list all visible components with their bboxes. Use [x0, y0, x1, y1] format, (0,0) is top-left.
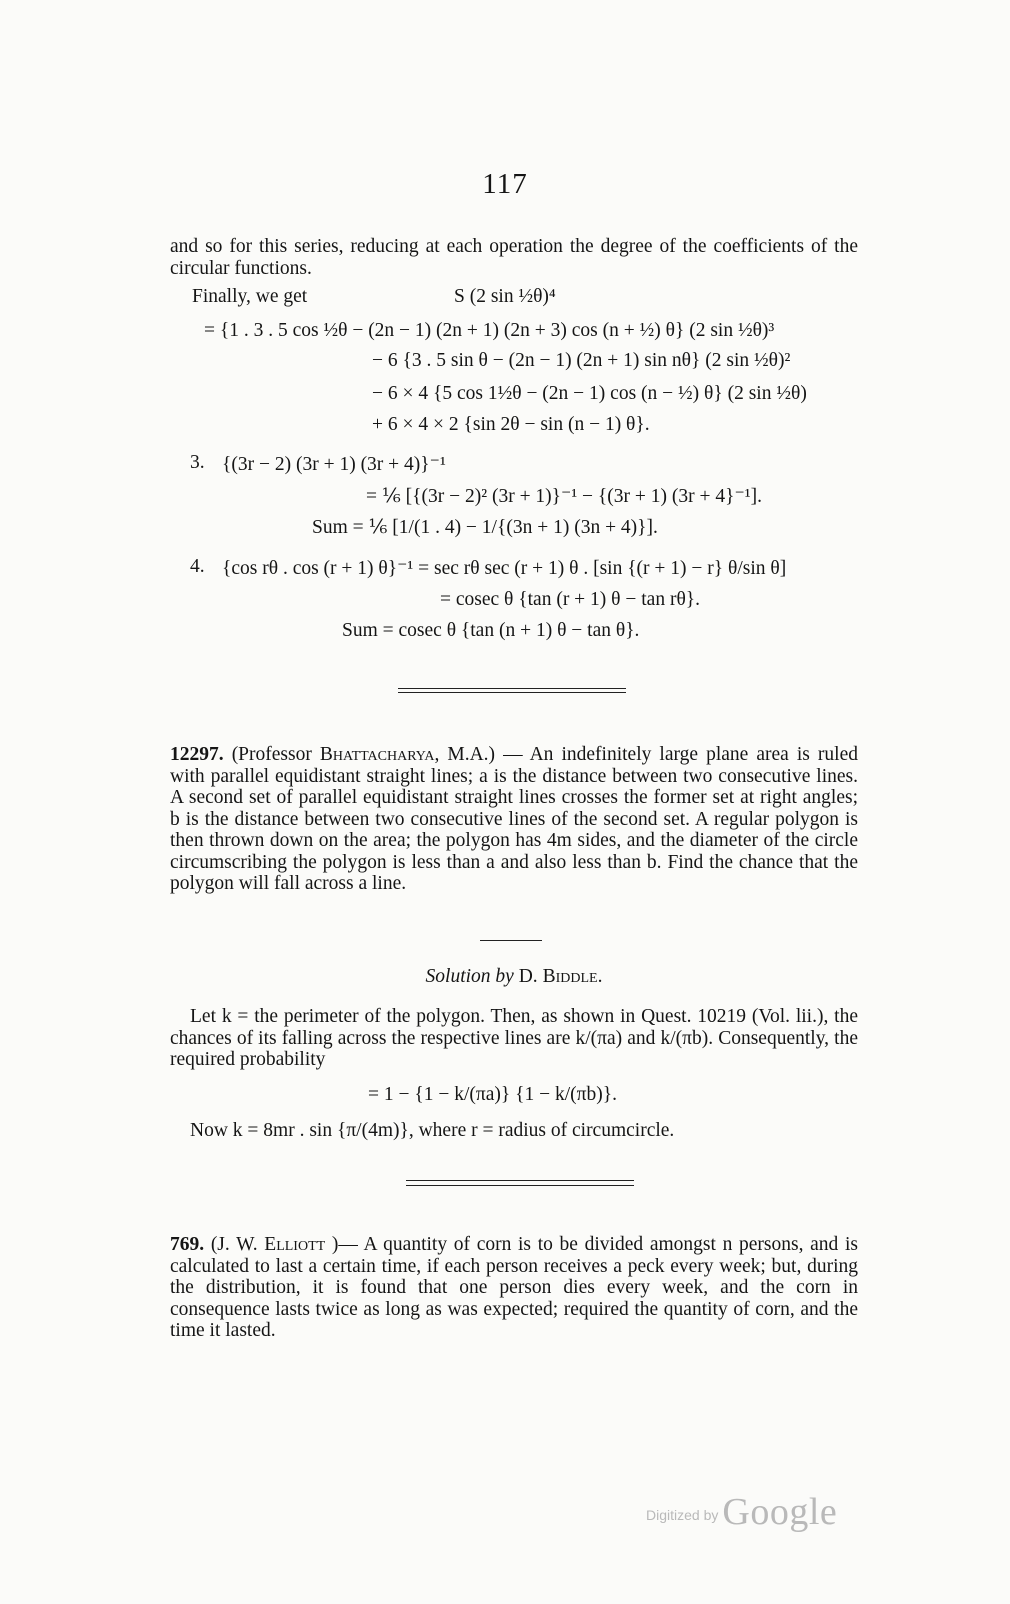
item-3-expression: {(3r − 2) (3r + 1) (3r + 4)}⁻¹: [222, 454, 446, 475]
equation-line-2: − 6 {3 . 5 sin θ − (2n − 1) (2n + 1) sin nθ} (2 sin ½θ)²: [372, 350, 791, 371]
section-divider-bottom-second: [406, 1185, 634, 1186]
solution-heading-italic: Solution by: [425, 966, 514, 987]
item-4-sum-value: = cosec θ {tan (n + 1) θ − tan θ}.: [382, 620, 640, 641]
section-divider-top: [398, 688, 626, 689]
finally-expression: S (2 sin ½θ)⁴: [454, 286, 556, 307]
item-3-sum: [312, 515, 658, 539]
item-4-number: 4.: [190, 556, 205, 577]
section-divider-bottom: [406, 1180, 634, 1181]
solution-paragraph: Let k = the perimeter of the polygon. Then, as shown in Quest. 10219 (Vol. lii.), the chances of its falling across the respective lines are k/(πa) and k/(πb). Consequently, the required probability: [170, 1006, 858, 1070]
solution-author-initial: D.: [518, 966, 538, 987]
solution-author: Biddle: [542, 966, 598, 987]
item-3-sum-value: = ⅙ [1/(1 . 4) − 1/{(3n + 1) (3n + 4)}].: [352, 517, 658, 538]
solution-equation: = 1 − {1 − k/(πa)} {1 − k/(πb)}.: [368, 1084, 617, 1105]
problem-769-text: A quantity of corn is to be divided amongst n persons, and is calculated to last a certain time, if each person receives a peck every week; but, during the distribution, it is found that one person dies every week, and the corn in consequence lasts twice as long as was expected; required the quantity of corn, and the time it lasted.: [170, 1234, 858, 1341]
equation-line-4: + 6 × 4 × 2 {sin 2θ − sin (n − 1) θ}.: [372, 414, 650, 435]
item-4-line-2: = cosec θ {tan (r + 1) θ − tan rθ}.: [440, 589, 701, 610]
digitized-watermark: [646, 1490, 837, 1534]
equation-line-1: = {1 . 3 . 5 cos ½θ − (2n − 1) (2n + 1) (2n + 3) cos (n + ½) θ} (2 sin ½θ)³: [204, 320, 775, 341]
section-divider-top-second: [398, 692, 626, 693]
item-4-sum-label: Sum: [342, 620, 378, 641]
item-3-number: 3.: [190, 452, 205, 473]
problem-769-proposer-close: )—: [325, 1234, 358, 1255]
problem-769-proposer-open: (J. W.: [210, 1234, 265, 1255]
solution-now-line: Now k = 8mr . sin {π/(4m)}, where r = radius of circumcircle.: [190, 1120, 675, 1141]
finally-label: Finally, we get: [192, 286, 308, 307]
solution-author-end: .: [597, 966, 603, 987]
problem-12297-number: 12297.: [170, 744, 224, 765]
equation-line-3: − 6 × 4 {5 cos 1½θ − (2n − 1) cos (n − ½) θ} (2 sin ½θ): [372, 383, 807, 404]
problem-769-number: 769.: [170, 1234, 205, 1255]
solution-divider: [480, 940, 542, 941]
problem-769-proposer: Elliott: [264, 1234, 326, 1255]
problem-12297-paragraph: [170, 744, 858, 895]
solution-heading: [170, 966, 858, 988]
item-3-line-2: = ⅙ [{(3r − 2)² (3r + 1)}⁻¹ − {(3r + 1) (3r + 4}⁻¹].: [366, 486, 762, 507]
problem-12297-proposer-close: , M.A.) —: [434, 744, 523, 765]
problem-12297-proposer-open: (Professor: [231, 744, 320, 765]
page-number: 117: [482, 168, 528, 200]
google-logo: Google: [722, 1491, 838, 1533]
problem-769-paragraph: [170, 1234, 858, 1342]
problem-12297-proposer: Bhattacharya: [319, 744, 435, 765]
item-4-expression: {cos rθ . cos (r + 1) θ}⁻¹ = sec rθ sec (r + 1) θ . [sin {(r + 1) − r} θ/sin θ]: [222, 558, 787, 579]
watermark-prefix: Digitized by: [646, 1507, 719, 1523]
intro-paragraph: and so for this series, reducing at each operation the degree of the coefficients of the circular functions.: [170, 236, 858, 279]
item-4-sum: [342, 620, 639, 642]
item-3-sum-label: Sum: [312, 517, 348, 538]
problem-12297-text: An indefinitely large plane area is ruled with parallel equidistant straight lines; a is the distance between two consecutive lines. A second set of parallel equidistant straight lines crosses the former set at right angles; b is the distance between two consecutive lines of the second set. A regular polygon is then thrown down on the area; the polygon has 4m sides, and the diameter of the circle circumscribing the polygon is less than a and also less than b. Find the chance that the polygon will fall across a line.: [170, 744, 859, 894]
